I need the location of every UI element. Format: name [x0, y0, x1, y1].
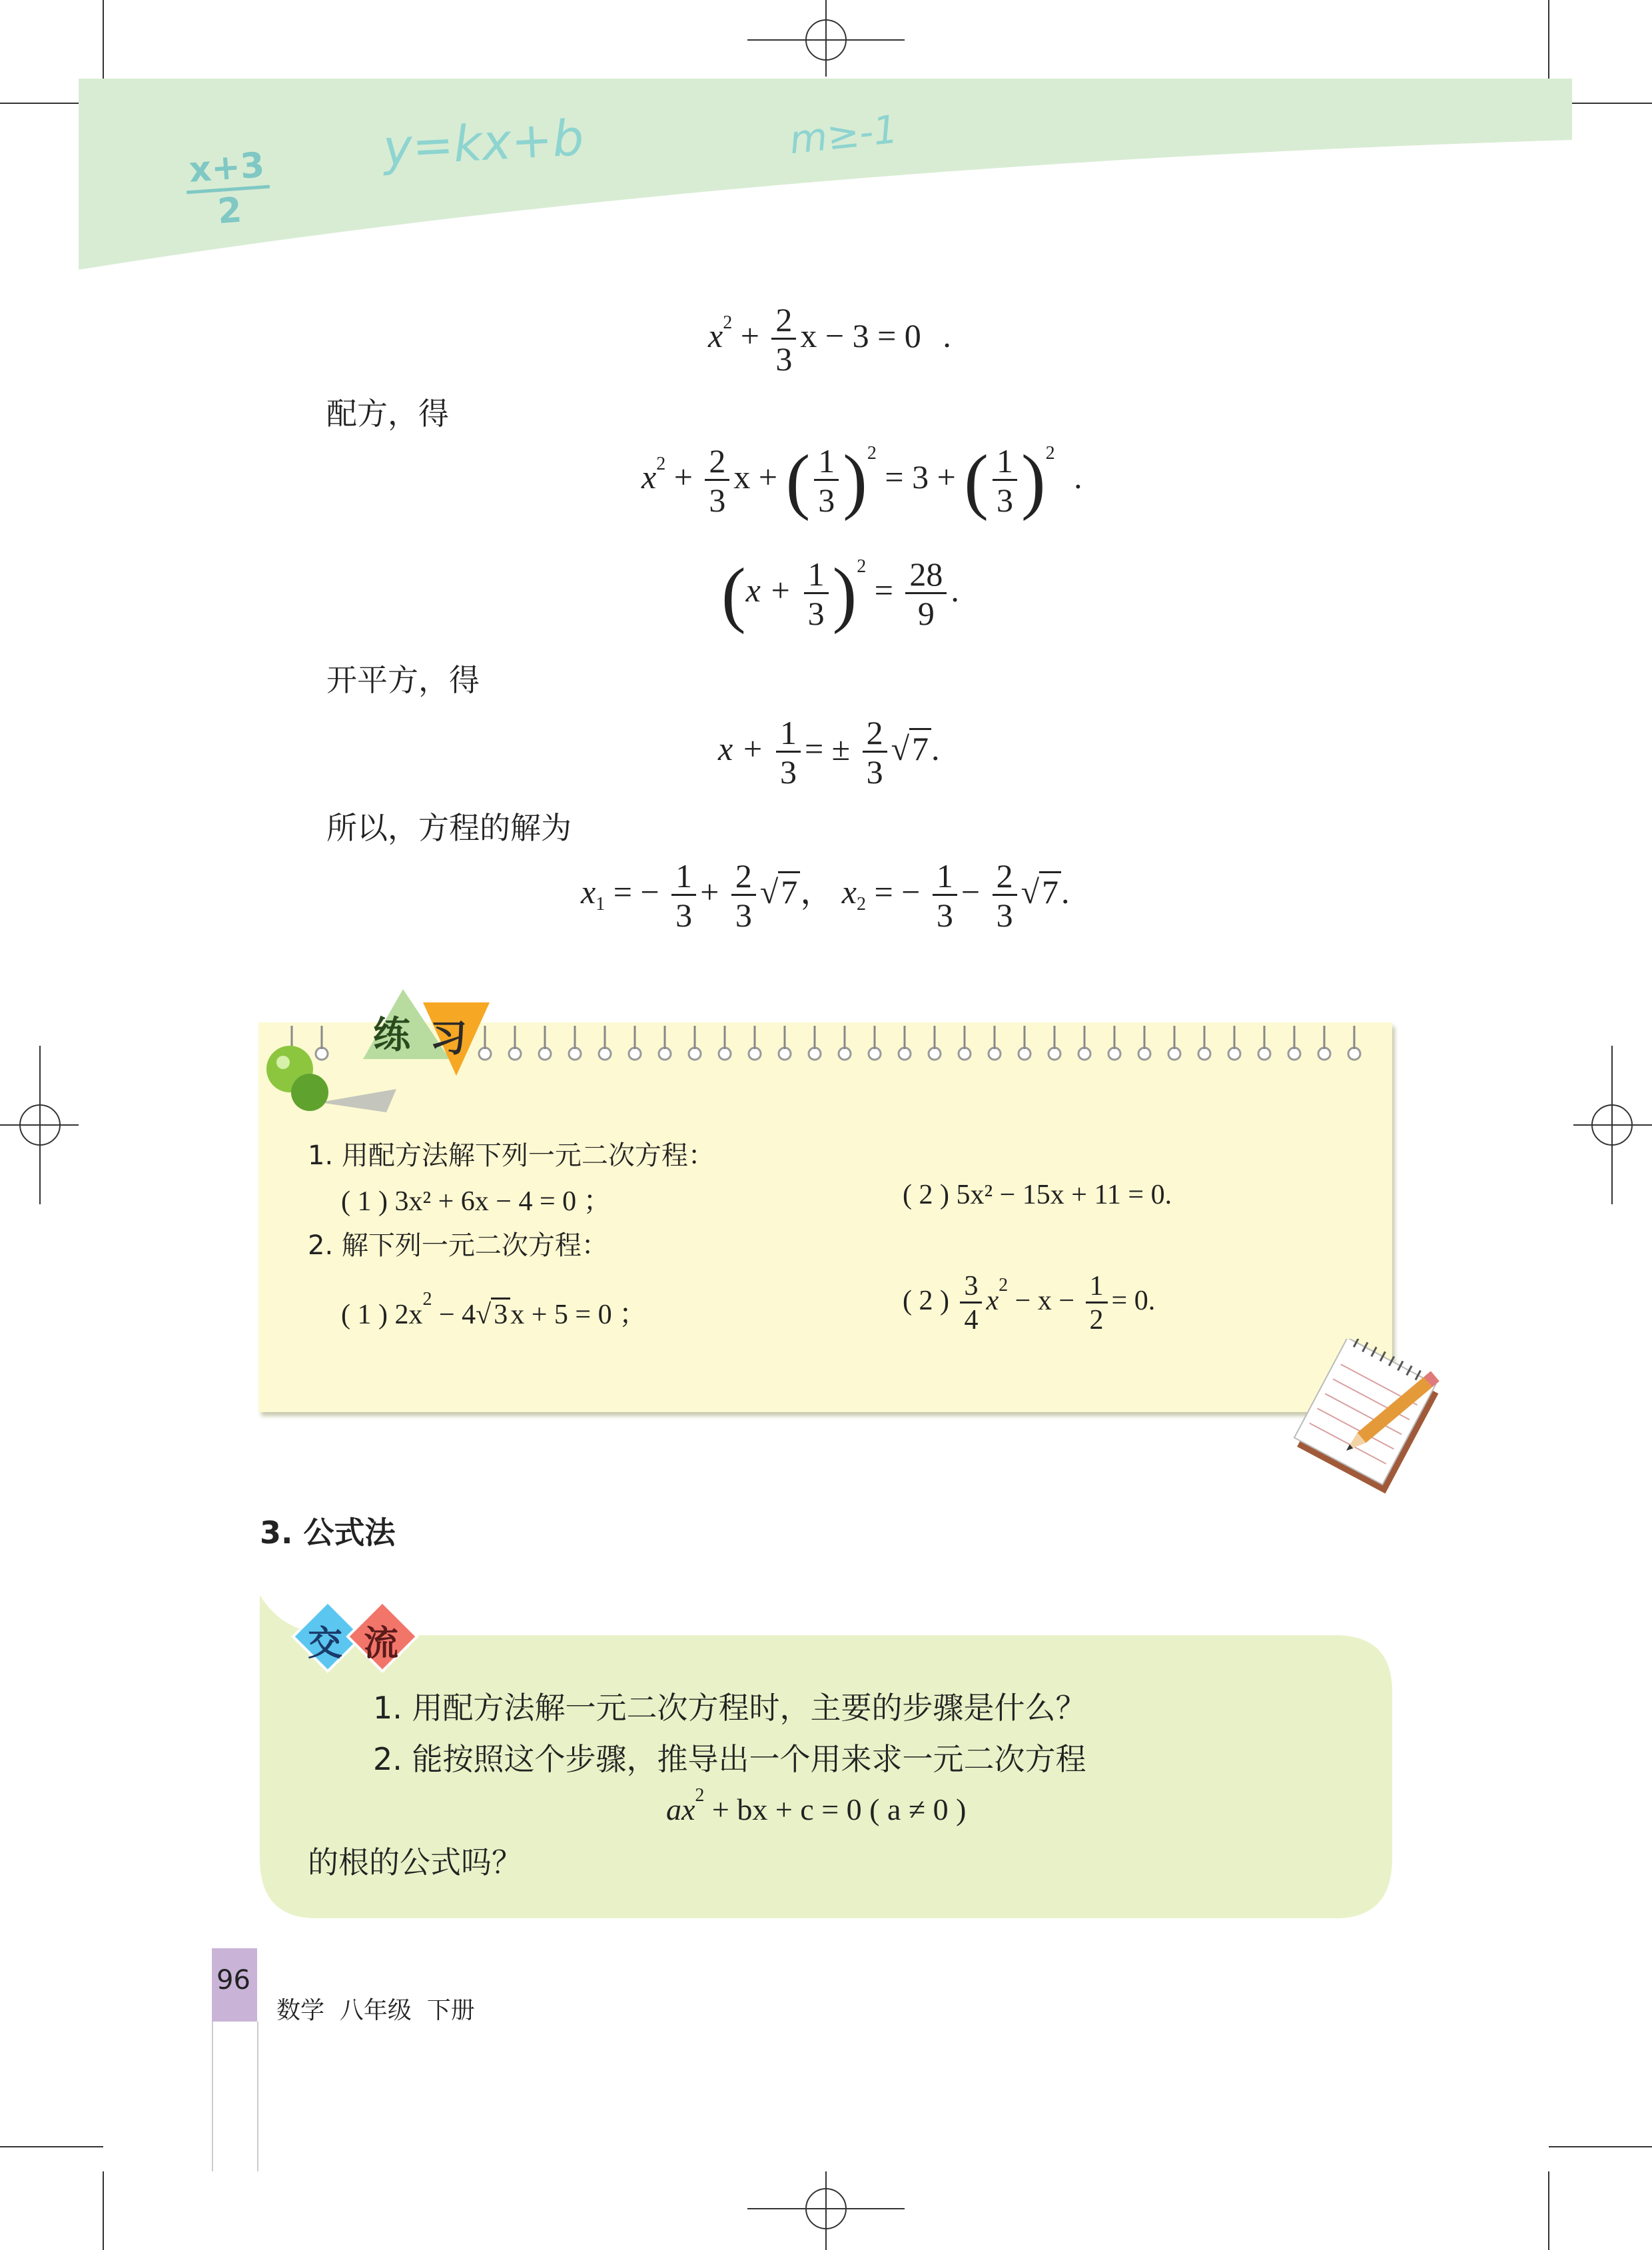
footer-rule-left [212, 2022, 213, 2171]
discussion-question-2: 2. 能按照这个步骤，推导出一个用来求一元二次方程 [373, 1741, 1086, 1777]
discussion-question-2-end: 的根的公式吗？ [308, 1844, 522, 1880]
footer-rule-right [257, 2022, 258, 2171]
exercise-question-2a: ( 1 ) $2x^2 - 4√3x + 5 = 0$ ； [341, 1289, 647, 1330]
equation-1: $x^2$ + $\frac{2}{3}$ x − 3 = 0 . [708, 301, 951, 378]
discussion-title-jiao: 交 [308, 1624, 343, 1664]
header-formula-fraction [184, 145, 273, 234]
header-fraction-denominator: 2 [216, 190, 244, 232]
section-heading: 3. 公式法 [260, 1515, 396, 1551]
pushpin-icon [256, 1039, 423, 1139]
exercise-question-1b: ( 2 ) 5x² − 15x + 11 = 0. [903, 1180, 1172, 1210]
exercise-title-lian: 练 [373, 1014, 410, 1057]
exercise-question-1a: ( 1 ) 3x² + 6x − 4 = 0 ； [341, 1186, 612, 1217]
equation-2: $x^2$ + $\frac{2}{3}$ x + ( $\frac{1}{3}$ )$^2$ = 3 + ( $\frac{1}{3}$ )$^2$ . [641, 440, 1082, 522]
equation-5: $x_1$ = − $\frac{1}{3}$ + $\frac{2}{3}$ √7， $x_2$ = − $\frac{1}{3}$ − $\frac{2}{3}$ √7. [581, 857, 1070, 934]
exercise-title-xi: 习 [430, 1017, 467, 1060]
header-fraction-numerator: x+3 [184, 145, 270, 194]
discussion-question-1: 1. 用配方法解一元二次方程时，主要的步骤是什么？ [373, 1690, 1086, 1726]
equation-3: (x + $\frac{1}{3}$ )$^2$ = $\frac{28}{9}$ . [721, 553, 959, 635]
notepad-pencil-icon [1292, 1339, 1452, 1505]
label-complete-square: 配方，得 [326, 396, 449, 432]
page-number: 96 [216, 1965, 250, 1996]
label-solution: 所以，方程的解为 [326, 810, 572, 846]
header-formula-linear: y=kx+b [381, 109, 586, 177]
book-title: 数学 八年级 下册 [276, 1997, 475, 2024]
exercise-question-2: 2. 解下列一元二次方程： [308, 1230, 608, 1261]
header-formula-inequality: m≥-1 [787, 106, 901, 163]
equation-4: x + $\frac{1}{3}$ = ± $\frac{2}{3}$ √7. [718, 714, 940, 791]
discussion-formula: $ax^2$ + bx + c = 0 ( a ≠ 0 ) [666, 1785, 967, 1826]
exercise-question-2b: ( 2 ) $\frac{3}{4}$ $x^2 - x$ − $\frac{1}{2}$ = 0. [903, 1271, 1156, 1335]
discussion-title-liu: 流 [364, 1624, 399, 1664]
label-square-root: 开平方，得 [326, 662, 480, 698]
exercise-question-1: 1. 用配方法解下列一元二次方程： [308, 1140, 715, 1171]
